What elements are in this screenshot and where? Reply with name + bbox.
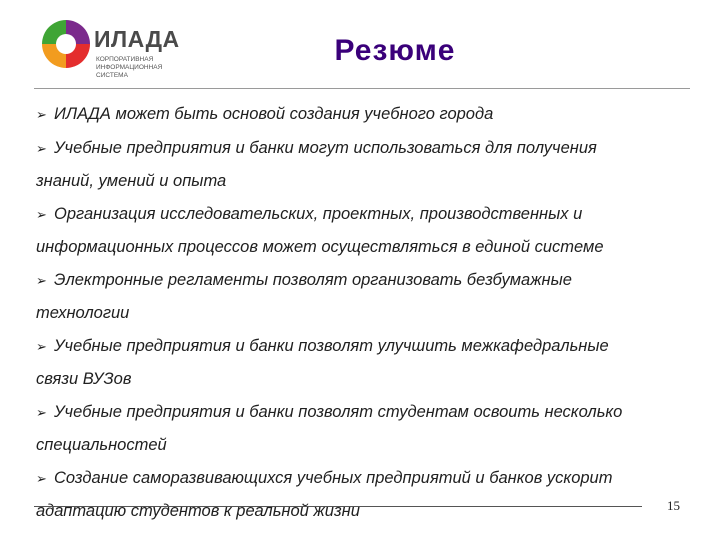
arrow-bullet-icon: ➢ [36,338,47,354]
arrow-bullet-icon: ➢ [36,107,47,122]
summary-item-text: технологии [36,304,130,322]
arrow-bullet-icon: ➢ [36,470,47,486]
arrow-bullet-icon: ➢ [36,404,47,420]
title-divider [34,88,690,89]
summary-list [36,98,696,528]
summary-item-text: адаптацию студентов к реальной жизни [36,502,360,520]
slide-title: Резюме [334,34,456,67]
logo-name: ИЛАДА [94,26,180,52]
summary-item-text: Создание саморазвивающихся учебных предприятий и банков ускорит [54,468,613,487]
summary-item-text: Учебные предприятия и банки могут использоваться для получения [54,138,597,157]
arrow-bullet-icon: ➢ [36,140,47,156]
summary-item [36,330,696,396]
summary-item [36,198,696,264]
summary-item [36,132,696,198]
summary-item-text: знаний, умений и опыта [36,172,227,190]
summary-item-text: Электронные регламенты позволят организовать безбумажные [54,270,572,289]
summary-item-text: специальностей [36,436,167,454]
summary-item-text: связи ВУЗов [36,370,132,388]
summary-item [36,98,696,132]
logo-subtitle: КОРПОРАТИВНАЯ ИНФОРМАЦИОННАЯ СИСТЕМА [96,56,163,79]
page-number: 15 [667,498,680,513]
summary-item [36,462,696,528]
summary-item-text: Организация исследовательских, проектных, производственных и [54,204,583,223]
summary-item-text: ИЛАДА может быть основой создания учебного города [54,105,494,123]
summary-item [36,396,696,462]
summary-item-text: информационных процессов может осуществляться в единой системе [36,238,604,256]
arrow-bullet-icon: ➢ [36,272,47,288]
arrow-bullet-icon: ➢ [36,206,47,222]
footer-divider [34,506,642,507]
summary-item-text: Учебные предприятия и банки позволят студентам освоить несколько [54,402,623,421]
summary-item [36,264,696,330]
summary-item-text: Учебные предприятия и банки позволят улучшить межкафедральные [54,336,609,355]
